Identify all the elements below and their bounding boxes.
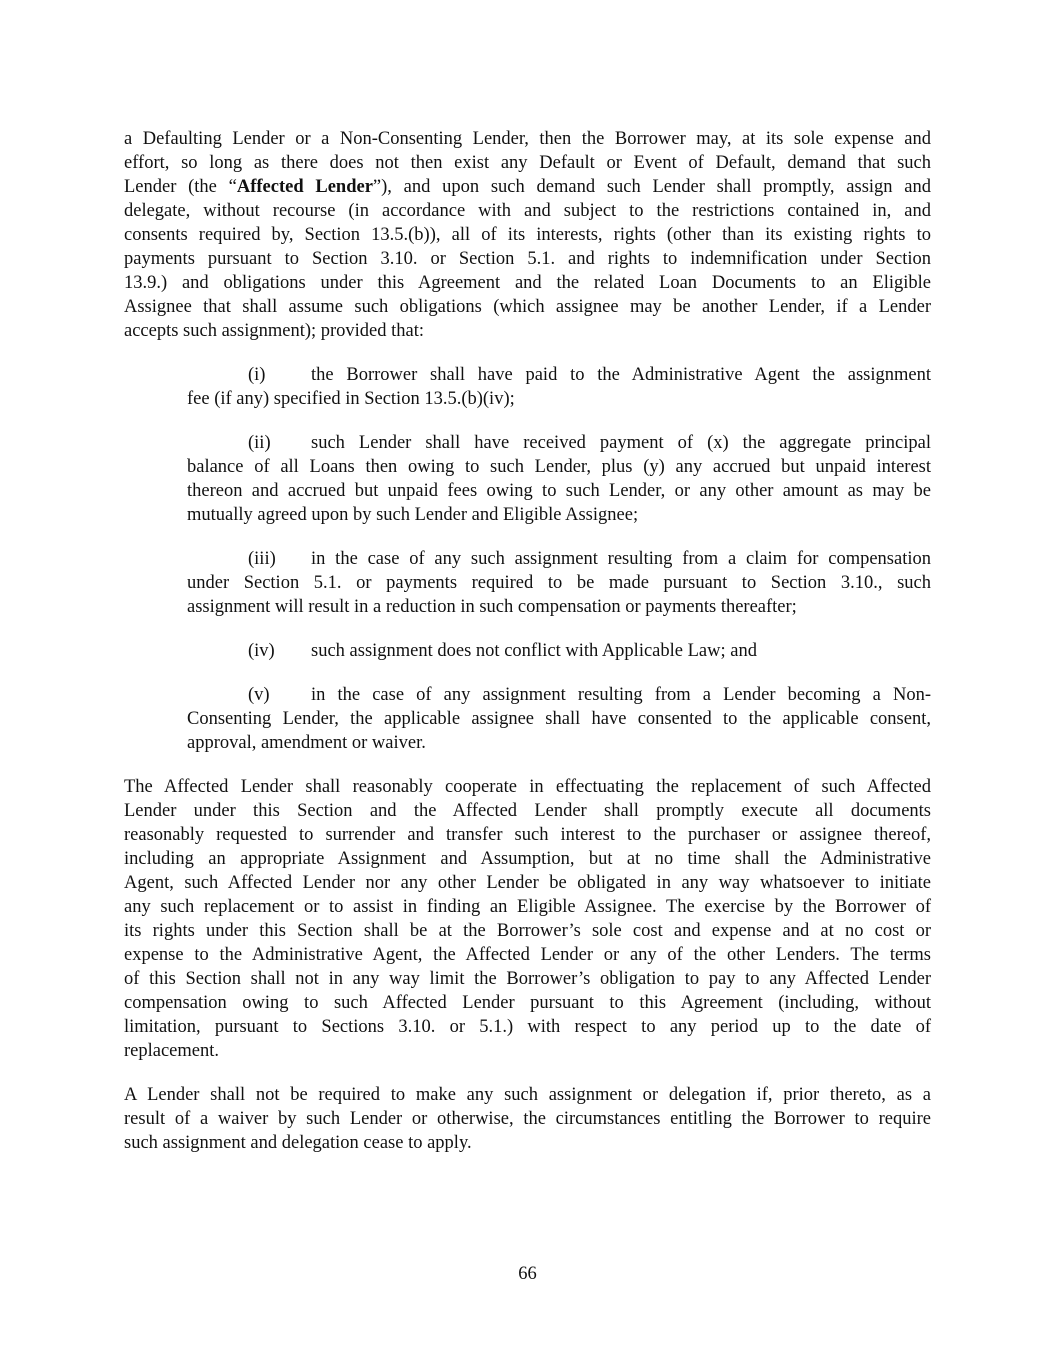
text-line: mutually agreed upon by such Lender and Eligible Assignee; bbox=[187, 505, 639, 525]
text-line: result of a waiver by such Lender or otherwise, the circumstances entitling the Borrower to require bbox=[124, 1109, 931, 1129]
text-line: accepts such assignment); provided that: bbox=[124, 321, 425, 341]
text-line: its rights under this Section shall be at the Borrower’s sole cost and expense and at no cost or bbox=[124, 921, 931, 941]
item-text: such Lender shall have received payment of (x) the aggregate principal bbox=[311, 433, 931, 453]
text-line: a Defaulting Lender or a Non-Consenting Lender, then the Borrower may, at its sole expense and bbox=[124, 129, 931, 149]
text-line: Lender under this Section and the Affected Lender shall promptly execute all documents bbox=[124, 801, 931, 821]
text-line bbox=[248, 431, 931, 455]
text-line: Agent, such Affected Lender nor any other Lender be obligated in any way whatsoever to initiate bbox=[124, 873, 931, 893]
intro-section bbox=[124, 127, 931, 343]
text-line: delegate, without recourse (in accordance with and subject to the restrictions contained in, and bbox=[124, 201, 931, 221]
defined-term: Affected Lender bbox=[236, 177, 373, 197]
text-line: Assignee that shall assume such obligations (which assignee may be another Lender, if a Lender bbox=[124, 297, 931, 317]
item-label: (iii) bbox=[248, 549, 276, 569]
text-line bbox=[124, 175, 931, 199]
text-line: reasonably requested to surrender and transfer such interest to the purchaser or assignee thereof, bbox=[124, 825, 931, 845]
text-line: 13.9.) and obligations under this Agreement and the related Loan Documents to an Eligible bbox=[124, 273, 931, 293]
item-label: (v) bbox=[248, 685, 270, 705]
text-line: limitation, pursuant to Sections 3.10. or 5.1.) with respect to any period up to the date of bbox=[124, 1017, 931, 1037]
text-line: replacement. bbox=[124, 1041, 220, 1061]
text-line: thereon and accrued but unpaid fees owing to such Lender, or any other amount as may be bbox=[187, 481, 931, 501]
text-line: expense to the Administrative Agent, the Affected Lender or any of the other Lenders. The terms bbox=[124, 945, 931, 965]
text-line: consents required by, Section 13.5.(b)), all of its interests, rights (other than its existing rights to bbox=[124, 225, 931, 245]
text-line bbox=[248, 363, 931, 387]
list-item bbox=[187, 431, 931, 527]
text-line: under Section 5.1. or payments required to be made pursuant to Section 3.10., such bbox=[187, 573, 931, 593]
text-line bbox=[248, 639, 931, 663]
item-text: the Borrower shall have paid to the Administrative Agent the assignment bbox=[311, 365, 931, 385]
item-text: such assignment does not conflict with Applicable Law; and bbox=[311, 641, 757, 661]
list-item bbox=[187, 683, 931, 755]
text-line: The Affected Lender shall reasonably cooperate in effectuating the replacement of such Affected bbox=[124, 777, 931, 797]
closing-section bbox=[124, 775, 931, 1155]
list-item bbox=[187, 547, 931, 619]
list-item bbox=[187, 639, 931, 663]
text-segment: ”), and upon such demand such Lender shall promptly, assign and bbox=[372, 177, 931, 197]
paragraph bbox=[124, 1083, 931, 1155]
item-text: in the case of any such assignment resulting from a claim for compensation bbox=[311, 549, 931, 569]
text-line: Consenting Lender, the applicable assignee shall have consented to the applicable consent, bbox=[187, 709, 931, 729]
item-text: in the case of any assignment resulting from a Lender becoming a Non- bbox=[311, 685, 931, 705]
text-line: any such replacement or to assist in finding an Eligible Assignee. The exercise by the Borrower of bbox=[124, 897, 931, 917]
text-line: payments pursuant to Section 3.10. or Section 5.1. and rights to indemnification under Section bbox=[124, 249, 931, 269]
text-segment: Lender (the “ bbox=[124, 177, 237, 197]
text-line: assignment will result in a reduction in such compensation or payments thereafter; bbox=[187, 597, 797, 617]
paragraph bbox=[124, 127, 931, 343]
text-line bbox=[248, 547, 931, 571]
text-line: approval, amendment or waiver. bbox=[187, 733, 426, 753]
text-line bbox=[248, 683, 931, 707]
text-line: compensation owing to such Affected Lender pursuant to this Agreement (including, without bbox=[124, 993, 931, 1013]
text-line: fee (if any) specified in Section 13.5.(b)(iv); bbox=[187, 389, 515, 409]
item-label: (ii) bbox=[248, 433, 271, 453]
text-line: A Lender shall not be required to make any such assignment or delegation if, prior thereto, as a bbox=[124, 1085, 931, 1105]
paragraph bbox=[124, 775, 931, 1063]
document-body bbox=[124, 127, 931, 1175]
text-line: effort, so long as there does not then exist any Default or Event of Default, demand that such bbox=[124, 153, 931, 173]
page-number: 66 bbox=[518, 1264, 537, 1284]
text-line: of this Section shall not in any way limit the Borrower’s obligation to pay to any Affected Lender bbox=[124, 969, 931, 989]
text-line: such assignment and delegation cease to apply. bbox=[124, 1133, 472, 1153]
text-line: including an appropriate Assignment and Assumption, but at no time shall the Administrative bbox=[124, 849, 931, 869]
item-label: (i) bbox=[248, 365, 266, 385]
list-item bbox=[187, 363, 931, 411]
text-line: balance of all Loans then owing to such Lender, plus (y) any accrued but unpaid interest bbox=[187, 457, 931, 477]
conditions-list bbox=[124, 363, 931, 755]
item-label: (iv) bbox=[248, 641, 275, 661]
